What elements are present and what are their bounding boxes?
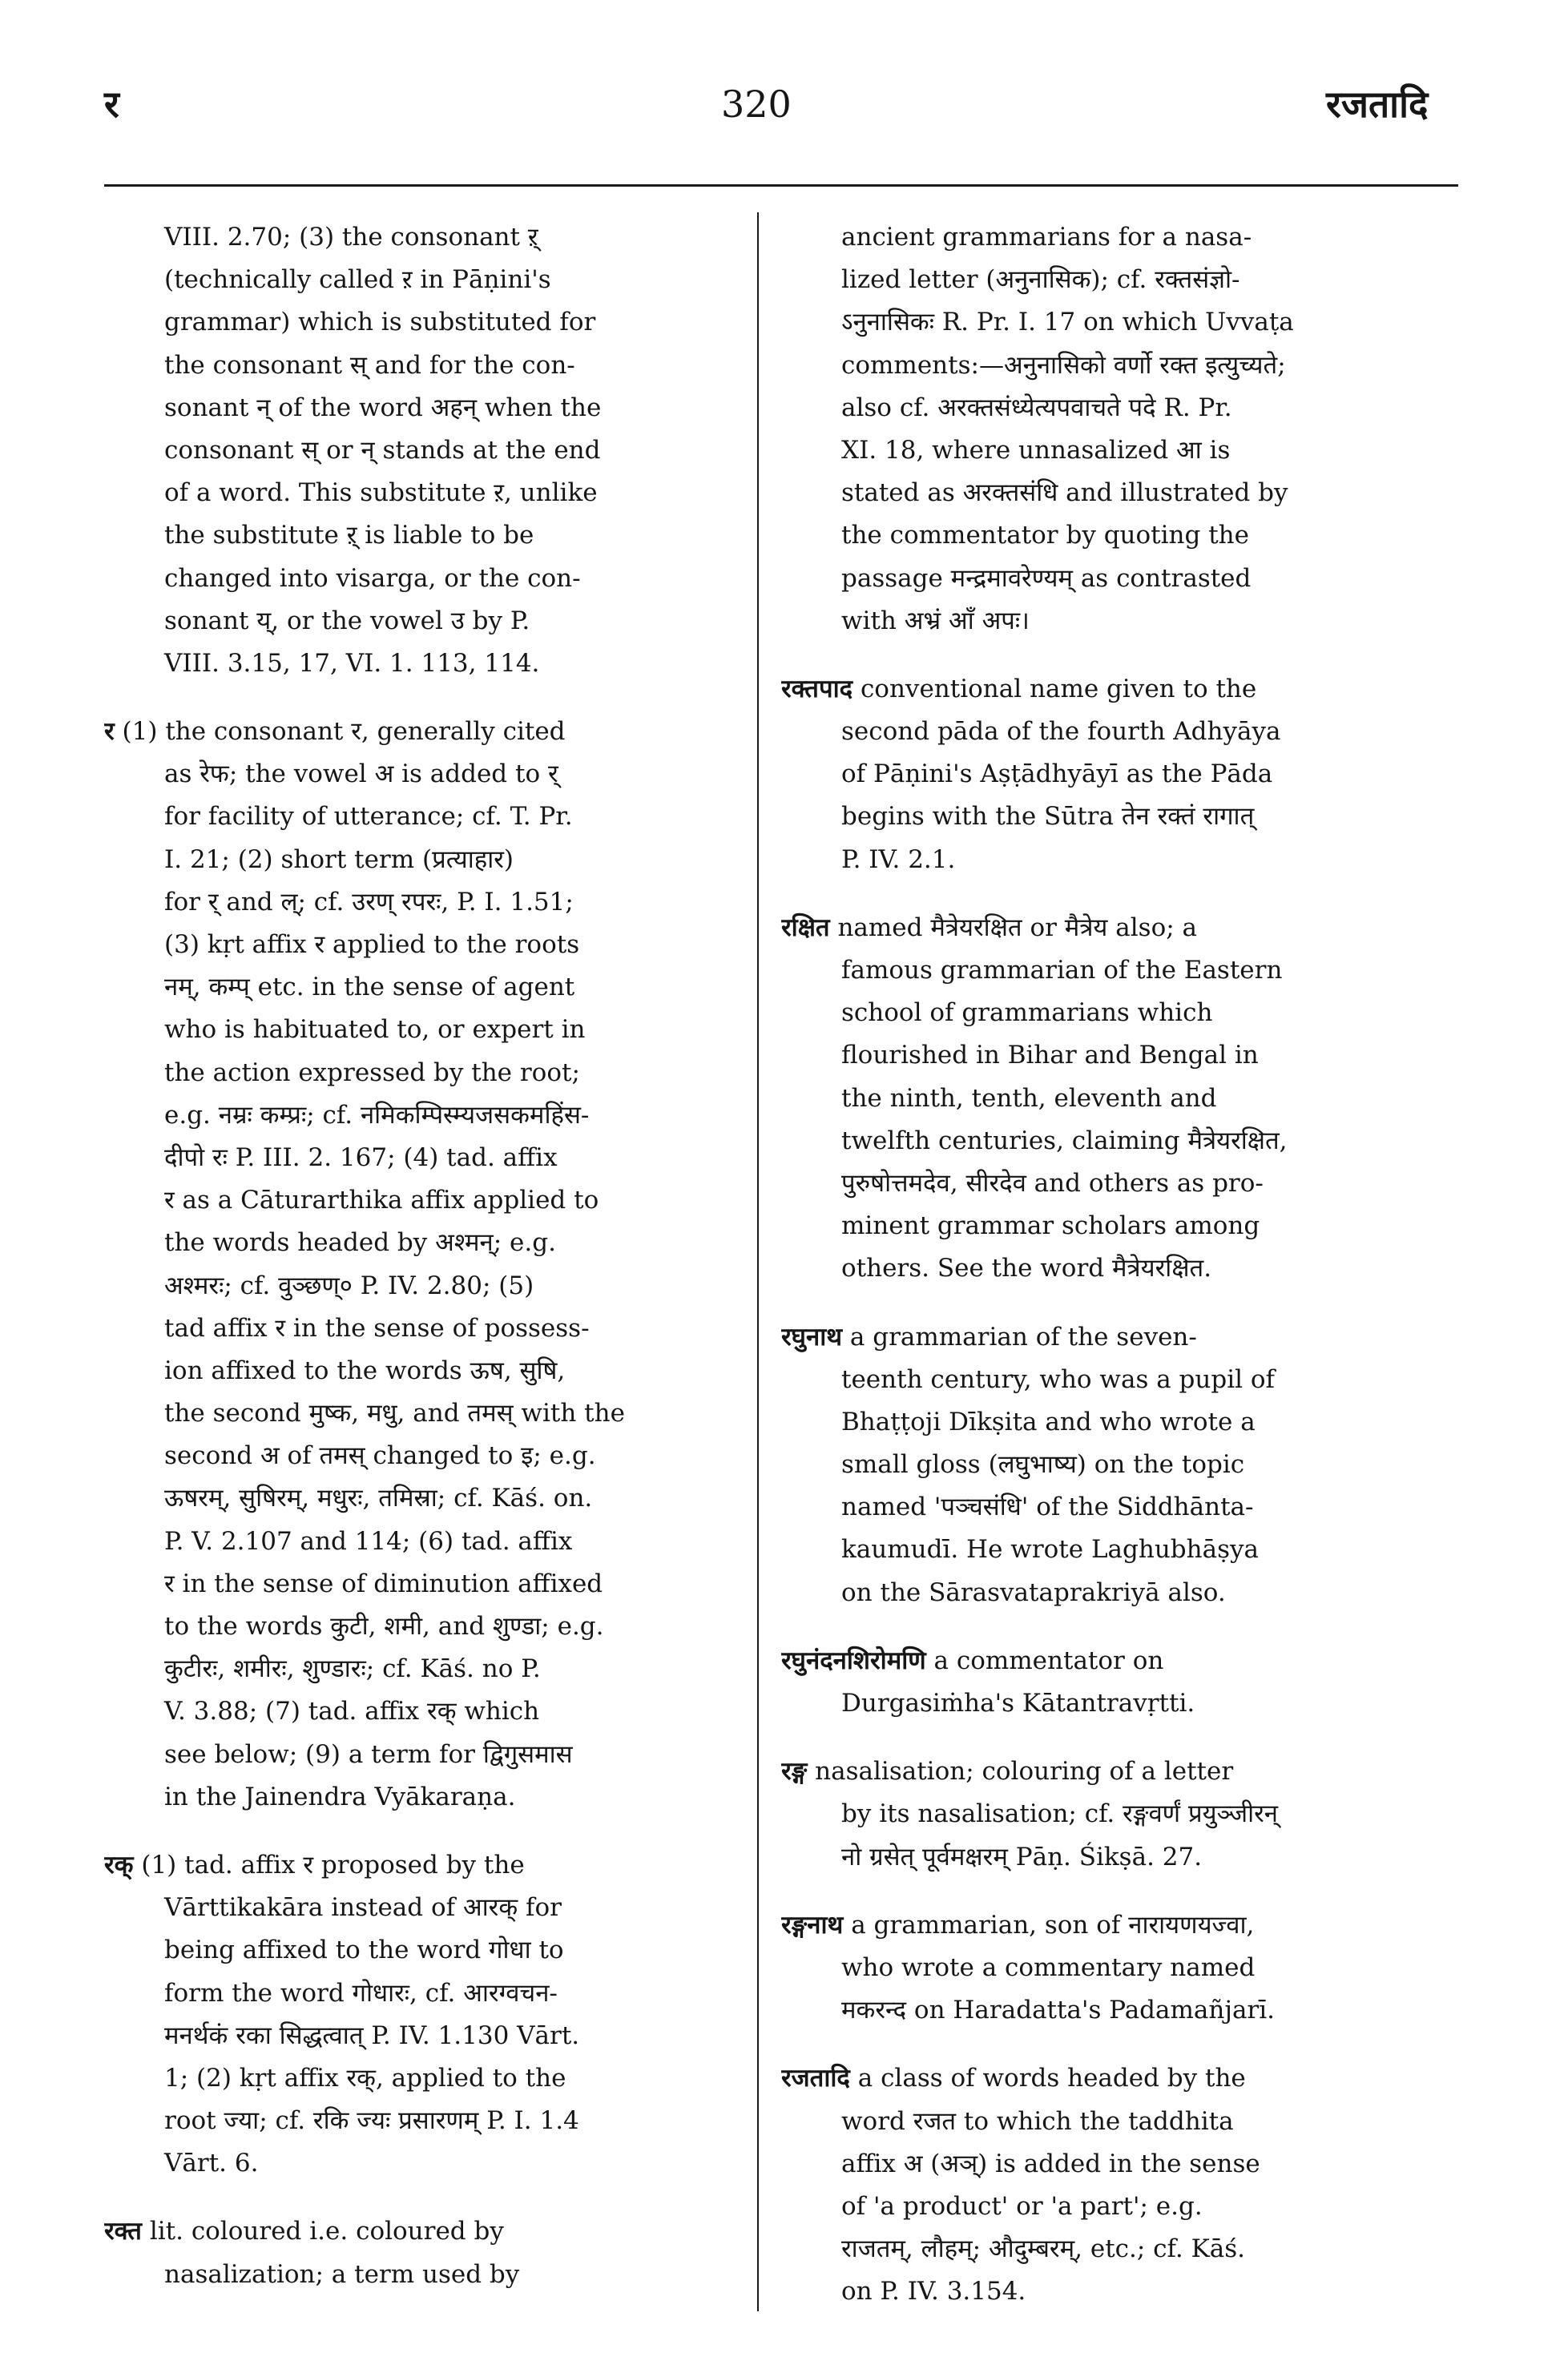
entry-line <box>781 514 1422 557</box>
entry-line <box>781 1793 1422 1835</box>
entry-line <box>104 711 721 753</box>
header-rule <box>104 184 1458 187</box>
entry-text: flourished in Bihar and Bengal in <box>841 1041 1259 1070</box>
entry-text: in the Jainendra Vyākaraṇa. <box>164 1782 516 1811</box>
entry-line <box>781 1947 1422 1989</box>
entry-text: a grammarian, son of नारायणयज्वा, <box>851 1910 1255 1940</box>
entry-text: P. IV. 2.1. <box>841 844 956 874</box>
entry-text: of Pāṇini's Aṣṭādhyāyī as the Pāda <box>841 759 1273 789</box>
entry-line <box>104 2015 721 2057</box>
entry-line <box>781 992 1422 1034</box>
entry-text: र as a Cāturarthika affix applied to <box>164 1186 599 1215</box>
entry-text: ion affixed to the words ऊष, सुषि, <box>164 1356 566 1385</box>
entry-text: twelfth centuries, claiming मैत्रेयरक्षित, <box>841 1126 1288 1155</box>
entry-text: as रेफ; the vowel अ is added to र् <box>164 759 558 789</box>
entry-line <box>781 1572 1422 1614</box>
entry-line <box>781 1640 1422 1682</box>
entry-text: the action expressed by the root; <box>164 1058 580 1087</box>
entry-headword: रक्त <box>104 2217 142 2246</box>
dictionary-entry <box>781 907 1422 1291</box>
entry-line <box>781 1751 1422 1793</box>
entry-line <box>781 949 1422 992</box>
dictionary-entry <box>104 711 721 1819</box>
entry-line <box>104 1690 721 1733</box>
entry-text: tad affix र in the sense of possess- <box>164 1313 590 1343</box>
left-column <box>104 216 721 2322</box>
entry-line <box>781 387 1422 429</box>
entry-text: (technically called ऱ in Pāṇini's <box>164 265 551 295</box>
entry-line <box>104 558 721 600</box>
entry-text: sonant य्, or the vowel उ by P. <box>164 606 530 635</box>
entry-text: famous grammarian of the Eastern <box>841 956 1283 985</box>
entry-line <box>104 1606 721 1648</box>
entry-text: Bhaṭṭoji Dīkṣita and who wrote a <box>841 1407 1256 1436</box>
entry-line <box>104 1009 721 1051</box>
page-number: 320 <box>721 83 792 126</box>
entry-line <box>104 2254 721 2296</box>
entry-text: word रजत to which the taddhita <box>841 2106 1234 2136</box>
entry-text: VIII. 2.70; (3) the consonant ऱ् <box>164 223 538 252</box>
entry-line <box>104 1648 721 1690</box>
entry-line <box>104 1307 721 1350</box>
entry-headword: र <box>104 717 115 747</box>
entry-text: 1; (2) kṛt affix रक्, applied to the <box>164 2063 566 2093</box>
entry-line <box>781 216 1422 259</box>
entry-line <box>781 1034 1422 1077</box>
entry-line <box>781 600 1422 643</box>
entry-line <box>104 1222 721 1264</box>
entry-line <box>104 1094 721 1137</box>
entry-line <box>104 387 721 429</box>
entry-line <box>104 924 721 966</box>
entry-line <box>781 2057 1422 2100</box>
entry-line <box>781 1401 1422 1444</box>
entry-line <box>104 966 721 1009</box>
entry-text: I. 21; (2) short term (प्रत्याहार) <box>164 844 514 874</box>
entry-headword: रजतादि <box>781 2064 850 2093</box>
entry-text: र in the sense of diminution affixed <box>164 1569 603 1598</box>
entry-line <box>104 753 721 796</box>
entry-text: form the word गोधारः, cf. आरग्वचन- <box>164 1978 558 2008</box>
entry-line <box>104 796 721 838</box>
entry-text: (3) kṛt affix र applied to the roots <box>164 930 580 959</box>
entry-text: teenth century, who was a pupil of <box>841 1364 1276 1394</box>
entry-text: पुरुषोत्तमदेव, सीरदेव and others as pro- <box>841 1168 1264 1198</box>
dictionary-entry <box>104 2210 721 2295</box>
entry-line <box>104 1972 721 2015</box>
entry-text: school of grammarians which <box>841 998 1213 1028</box>
entry-line <box>781 796 1422 838</box>
entry-line <box>104 1179 721 1222</box>
entry-text: मनर्थकं रका सिद्धत्वात् P. IV. 1.130 Vārt. <box>164 2020 580 2050</box>
entry-line <box>104 1435 721 1477</box>
dictionary-entry <box>781 668 1422 881</box>
entry-line <box>781 1359 1422 1401</box>
entry-text: Vārttikakāra instead of आरक् for <box>164 1893 562 1923</box>
dictionary-entry <box>781 1751 1422 1879</box>
entry-text: कुटीरः, शमीरः, शुण्डारः; cf. Kāś. no P. <box>164 1654 541 1684</box>
entry-text: for र् and ल्; cf. उरण् रपरः, P. I. 1.51; <box>164 887 574 917</box>
column-divider <box>757 212 759 2311</box>
entry-text: (1) the consonant र, generally cited <box>122 717 566 747</box>
entry-line <box>781 2186 1422 2228</box>
entry-text: comments:—अनुनासिको वर्णो रक्त इत्युच्यते; <box>841 350 1286 380</box>
entry-line <box>781 2101 1422 2143</box>
entry-text: who wrote a commentary named <box>841 1952 1256 1982</box>
entry-line <box>781 1316 1422 1359</box>
entry-line <box>104 881 721 924</box>
entry-text: named 'पञ्चसंधि' of the Siddhānta- <box>841 1493 1254 1522</box>
entry-line <box>781 1205 1422 1247</box>
entry-line <box>104 1929 721 1972</box>
entry-text: named मैत्रेयरक्षित or मैत्रेय also; a <box>837 913 1198 942</box>
entry-text: who is habituated to, or expert in <box>164 1015 586 1045</box>
entry-line <box>104 1734 721 1776</box>
entry-text: nasalization; a term used by <box>164 2259 520 2289</box>
entry-headword: रक्षित <box>781 913 830 942</box>
entry-line <box>104 1265 721 1307</box>
entry-text: a class of words headed by the <box>857 2064 1246 2093</box>
entry-line <box>104 429 721 472</box>
entry-headword: रक् <box>104 1850 134 1879</box>
entry-text: lit. coloured i.e. coloured by <box>149 2217 504 2246</box>
entry-text: second pāda of the fourth Adhyāya <box>841 717 1281 747</box>
entry-line <box>104 344 721 387</box>
entry-line <box>104 1350 721 1392</box>
dictionary-entry <box>104 1844 721 2186</box>
entry-continuation <box>104 216 721 685</box>
entry-line <box>781 1989 1422 2032</box>
entry-text: the second मुष्क, मधु, and तमस् with the <box>164 1399 625 1428</box>
entry-text: consonant स् or न् stands at the end <box>164 435 601 465</box>
entry-text: sonant न् of the word अहन् when the <box>164 393 602 422</box>
entry-text: P. V. 2.107 and 114; (6) tad. affix <box>164 1526 573 1556</box>
entry-line <box>781 429 1422 472</box>
entry-text: by its nasalisation; cf. रङ्गवर्णं प्रयुञ्जीरन् <box>841 1799 1278 1829</box>
entry-text: with अभ्रं आँ अपः। <box>841 606 1030 635</box>
entry-text: changed into visarga, or the con- <box>164 563 581 593</box>
entry-text: ऊषरम्, सुषिरम्, मधुरः, तमिस्रा; cf. Kāś. on. <box>164 1484 593 1513</box>
entry-continuation <box>781 216 1422 643</box>
entry-line <box>104 514 721 557</box>
entry-line <box>104 2057 721 2100</box>
entry-text: to the words कुटी, शमी, and शुण्डा; e.g. <box>164 1612 604 1641</box>
entry-line <box>104 1052 721 1094</box>
entry-headword: रघुनाथ <box>781 1322 843 1352</box>
entry-text: अश्मरः; cf. वुञ्छण्० P. IV. 2.80; (5) <box>164 1271 534 1300</box>
entry-text: affix अ (अञ्) is added in the sense <box>841 2149 1260 2178</box>
entry-line <box>781 2270 1422 2313</box>
entry-line <box>781 1836 1422 1879</box>
entry-text: the substitute ऱ् is liable to be <box>164 521 534 550</box>
entry-text: see below; (9) a term for द्विगुसमास <box>164 1739 573 1769</box>
entry-text: ancient grammarians for a nasa- <box>841 223 1252 252</box>
entry-text: XI. 18, where unnasalized आ is <box>841 435 1231 465</box>
dictionary-entry <box>781 1316 1422 1614</box>
entry-text: minent grammar scholars among <box>841 1211 1260 1241</box>
entry-line <box>781 1529 1422 1571</box>
dictionary-entry <box>781 1640 1422 1725</box>
entry-line <box>104 1521 721 1563</box>
entry-text: of 'a product' or 'a part'; e.g. <box>841 2191 1203 2221</box>
entry-line <box>781 344 1422 387</box>
entry-line <box>104 2210 721 2253</box>
entry-line <box>781 1682 1422 1725</box>
entry-line <box>781 558 1422 600</box>
entry-line <box>781 1904 1422 1947</box>
entry-text: a commentator on <box>933 1646 1164 1675</box>
entry-text: V. 3.88; (7) tad. affix रक् which <box>164 1697 540 1726</box>
entry-line <box>104 1563 721 1606</box>
entry-line <box>781 472 1422 514</box>
entry-line <box>104 1776 721 1819</box>
entry-text: others. See the word मैत्रेयरक्षित. <box>841 1254 1212 1283</box>
entry-headword: रङ्गनाथ <box>781 1910 844 1940</box>
entry-line <box>781 301 1422 344</box>
entry-line <box>104 1477 721 1520</box>
entry-headword: रङ्ग <box>781 1757 808 1787</box>
entry-line <box>781 753 1422 796</box>
entry-line <box>104 216 721 259</box>
entry-text: for facility of utterance; cf. T. Pr. <box>164 802 573 832</box>
entry-line <box>104 1844 721 1887</box>
entry-text: मकरन्द on Haradatta's Padamañjarī. <box>841 1996 1276 2025</box>
entry-line <box>104 2100 721 2142</box>
entry-line <box>104 301 721 344</box>
entry-text: दीपो रः P. III. 2. 167; (4) tad. affix <box>164 1142 558 1172</box>
entry-line <box>781 668 1422 711</box>
left-guide-word: र <box>104 83 119 126</box>
entry-text: on the Sārasvataprakriyā also. <box>841 1577 1226 1607</box>
entry-line <box>781 1247 1422 1290</box>
entry-text: VIII. 3.15, 17, VI. 1. 113, 114. <box>164 648 540 678</box>
entry-line <box>781 1486 1422 1529</box>
entry-text: nasalisation; colouring of a letter <box>815 1757 1234 1787</box>
entry-text: passage मन्द्रमावरेण्यम् as contrasted <box>841 563 1252 593</box>
right-column <box>781 216 1422 2339</box>
entry-text: the words headed by अश्मन्; e.g. <box>164 1228 556 1258</box>
right-guide-word: रजतादि <box>1326 83 1429 126</box>
dictionary-entry <box>781 1904 1422 2033</box>
entry-text: kaumudī. He wrote Laghubhāṣya <box>841 1535 1260 1565</box>
entry-line <box>781 1444 1422 1486</box>
entry-headword: रघुनंदनशिरोमणि <box>781 1646 926 1675</box>
entry-text: on P. IV. 3.154. <box>841 2277 1026 2307</box>
entry-line <box>104 2142 721 2185</box>
entry-line <box>104 259 721 301</box>
entry-line <box>104 1137 721 1179</box>
entry-text: a grammarian of the seven- <box>849 1322 1197 1352</box>
entry-text: grammar) which is substituted for <box>164 308 596 337</box>
entry-text: नम्, कम्प् etc. in the sense of agent <box>164 973 575 1002</box>
entry-text: e.g. नम्रः कम्प्रः; cf. नमिकम्पिस्म्यजसकमहिंस- <box>164 1100 590 1130</box>
entry-text: being affixed to the word गोधा to <box>164 1936 564 1965</box>
entry-text: Durgasiṁha's Kātantravṛtti. <box>841 1689 1195 1718</box>
entry-text: (1) tad. affix र proposed by the <box>141 1850 525 1879</box>
entry-text: the ninth, tenth, eleventh and <box>841 1083 1217 1113</box>
entry-line <box>104 472 721 514</box>
entry-line <box>781 907 1422 949</box>
entry-text: also cf. अरक्तसंध्येत्यपवाचते पदे R. Pr. <box>841 393 1232 422</box>
entry-line <box>104 1392 721 1435</box>
entry-line <box>781 1162 1422 1205</box>
entry-headword: रक्तपाद <box>781 674 853 703</box>
entry-line <box>104 600 721 643</box>
entry-line <box>781 839 1422 881</box>
dictionary-entry <box>781 2057 1422 2313</box>
entry-text: small gloss (लघुभाष्य) on the topic <box>841 1450 1245 1480</box>
entry-line <box>781 711 1422 753</box>
entry-line <box>104 1887 721 1929</box>
entry-line <box>781 2228 1422 2270</box>
entry-text: lized letter (अनुनासिक); cf. रक्तसंज्ञो- <box>841 265 1240 295</box>
entry-line <box>781 2143 1422 2186</box>
entry-text: नो ग्रसेत् पूर्वमक्षरम् Pāṇ. Śikṣā. 27. <box>841 1842 1203 1871</box>
entry-text: stated as अरक्तसंधि and illustrated by <box>841 478 1288 508</box>
entry-text: the consonant स् and for the con- <box>164 350 575 380</box>
entry-line <box>104 839 721 881</box>
entry-text: root ज्या; cf. रकि ज्यः प्रसारणम् P. I. 1.4 <box>164 2106 579 2136</box>
entry-text: ऽनुनासिकः R. Pr. I. 17 on which Uvvaṭa <box>841 308 1294 337</box>
entry-line <box>781 259 1422 301</box>
entry-text: राजतम्, लौहम्; औदुम्बरम्, etc.; cf. Kāś. <box>841 2234 1246 2264</box>
entry-text: conventional name given to the <box>860 674 1257 703</box>
entry-text: begins with the Sūtra तेन रक्तं रागात् <box>841 802 1255 832</box>
entry-text: second अ of तमस् changed to इ; e.g. <box>164 1441 596 1471</box>
entry-text: of a word. This substitute ऱ, unlike <box>164 478 598 508</box>
entry-line <box>781 1078 1422 1120</box>
entry-text: Vārt. 6. <box>164 2149 259 2178</box>
entry-text: the commentator by quoting the <box>841 521 1249 550</box>
entry-line <box>781 1120 1422 1162</box>
entry-line <box>104 643 721 685</box>
